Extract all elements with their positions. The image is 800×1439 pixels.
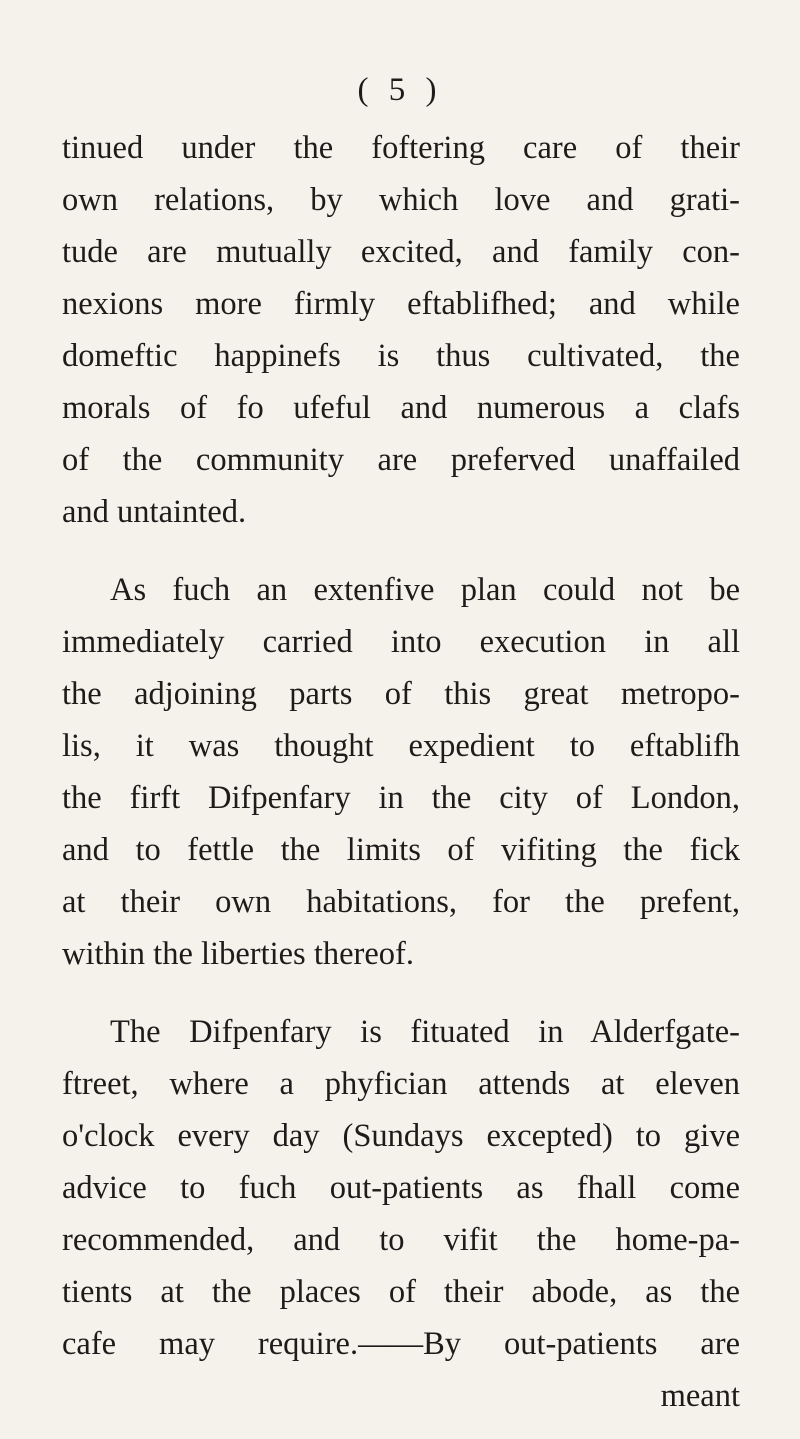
text-line: nexions more firmly eftablifhed; and while (62, 286, 740, 322)
text-line: and to fettle the limits of vifiting the fick (62, 832, 740, 868)
text-line: tinued under the foftering care of their (62, 130, 740, 166)
text-line: tude are mutually excited, and family con- (62, 234, 740, 270)
text-line: at their own habitations, for the prefent, (62, 884, 740, 920)
text-line: ftreet, where a phyfician attends at eleven (62, 1066, 740, 1102)
text-line: The Difpenfary is fituated in Alderfgate- (110, 1014, 740, 1050)
text-line: As fuch an extenfive plan could not be (110, 572, 740, 608)
text-line: cafe may require.——By out-patients are (62, 1326, 740, 1362)
text-line: within the liberties thereof. (62, 936, 414, 972)
text-line: advice to fuch out-patients as fhall come (62, 1170, 740, 1206)
text-line: morals of fo ufeful and numerous a clafs (62, 390, 740, 426)
text-line: and untainted. (62, 494, 247, 530)
text-line: immediately carried into execution in all (62, 624, 740, 660)
text-line: domeftic happinefs is thus cultivated, the (62, 338, 740, 374)
text-line: o'clock every day (Sundays excepted) to give (62, 1118, 740, 1154)
catchword: meant (660, 1378, 740, 1414)
text-line: the adjoining parts of this great metropo- (62, 676, 740, 712)
text-line: of the community are preferved unaffailed (62, 442, 740, 478)
text-line: own relations, by which love and grati- (62, 182, 740, 218)
text-line: the firft Difpenfary in the city of London, (62, 780, 740, 816)
text-line: lis, it was thought expedient to eftablifh (62, 728, 740, 764)
text-line: recommended, and to vifit the home-pa- (62, 1222, 740, 1258)
page-number: ( 5 ) (357, 72, 443, 108)
text-line: tients at the places of their abode, as the (62, 1274, 740, 1310)
